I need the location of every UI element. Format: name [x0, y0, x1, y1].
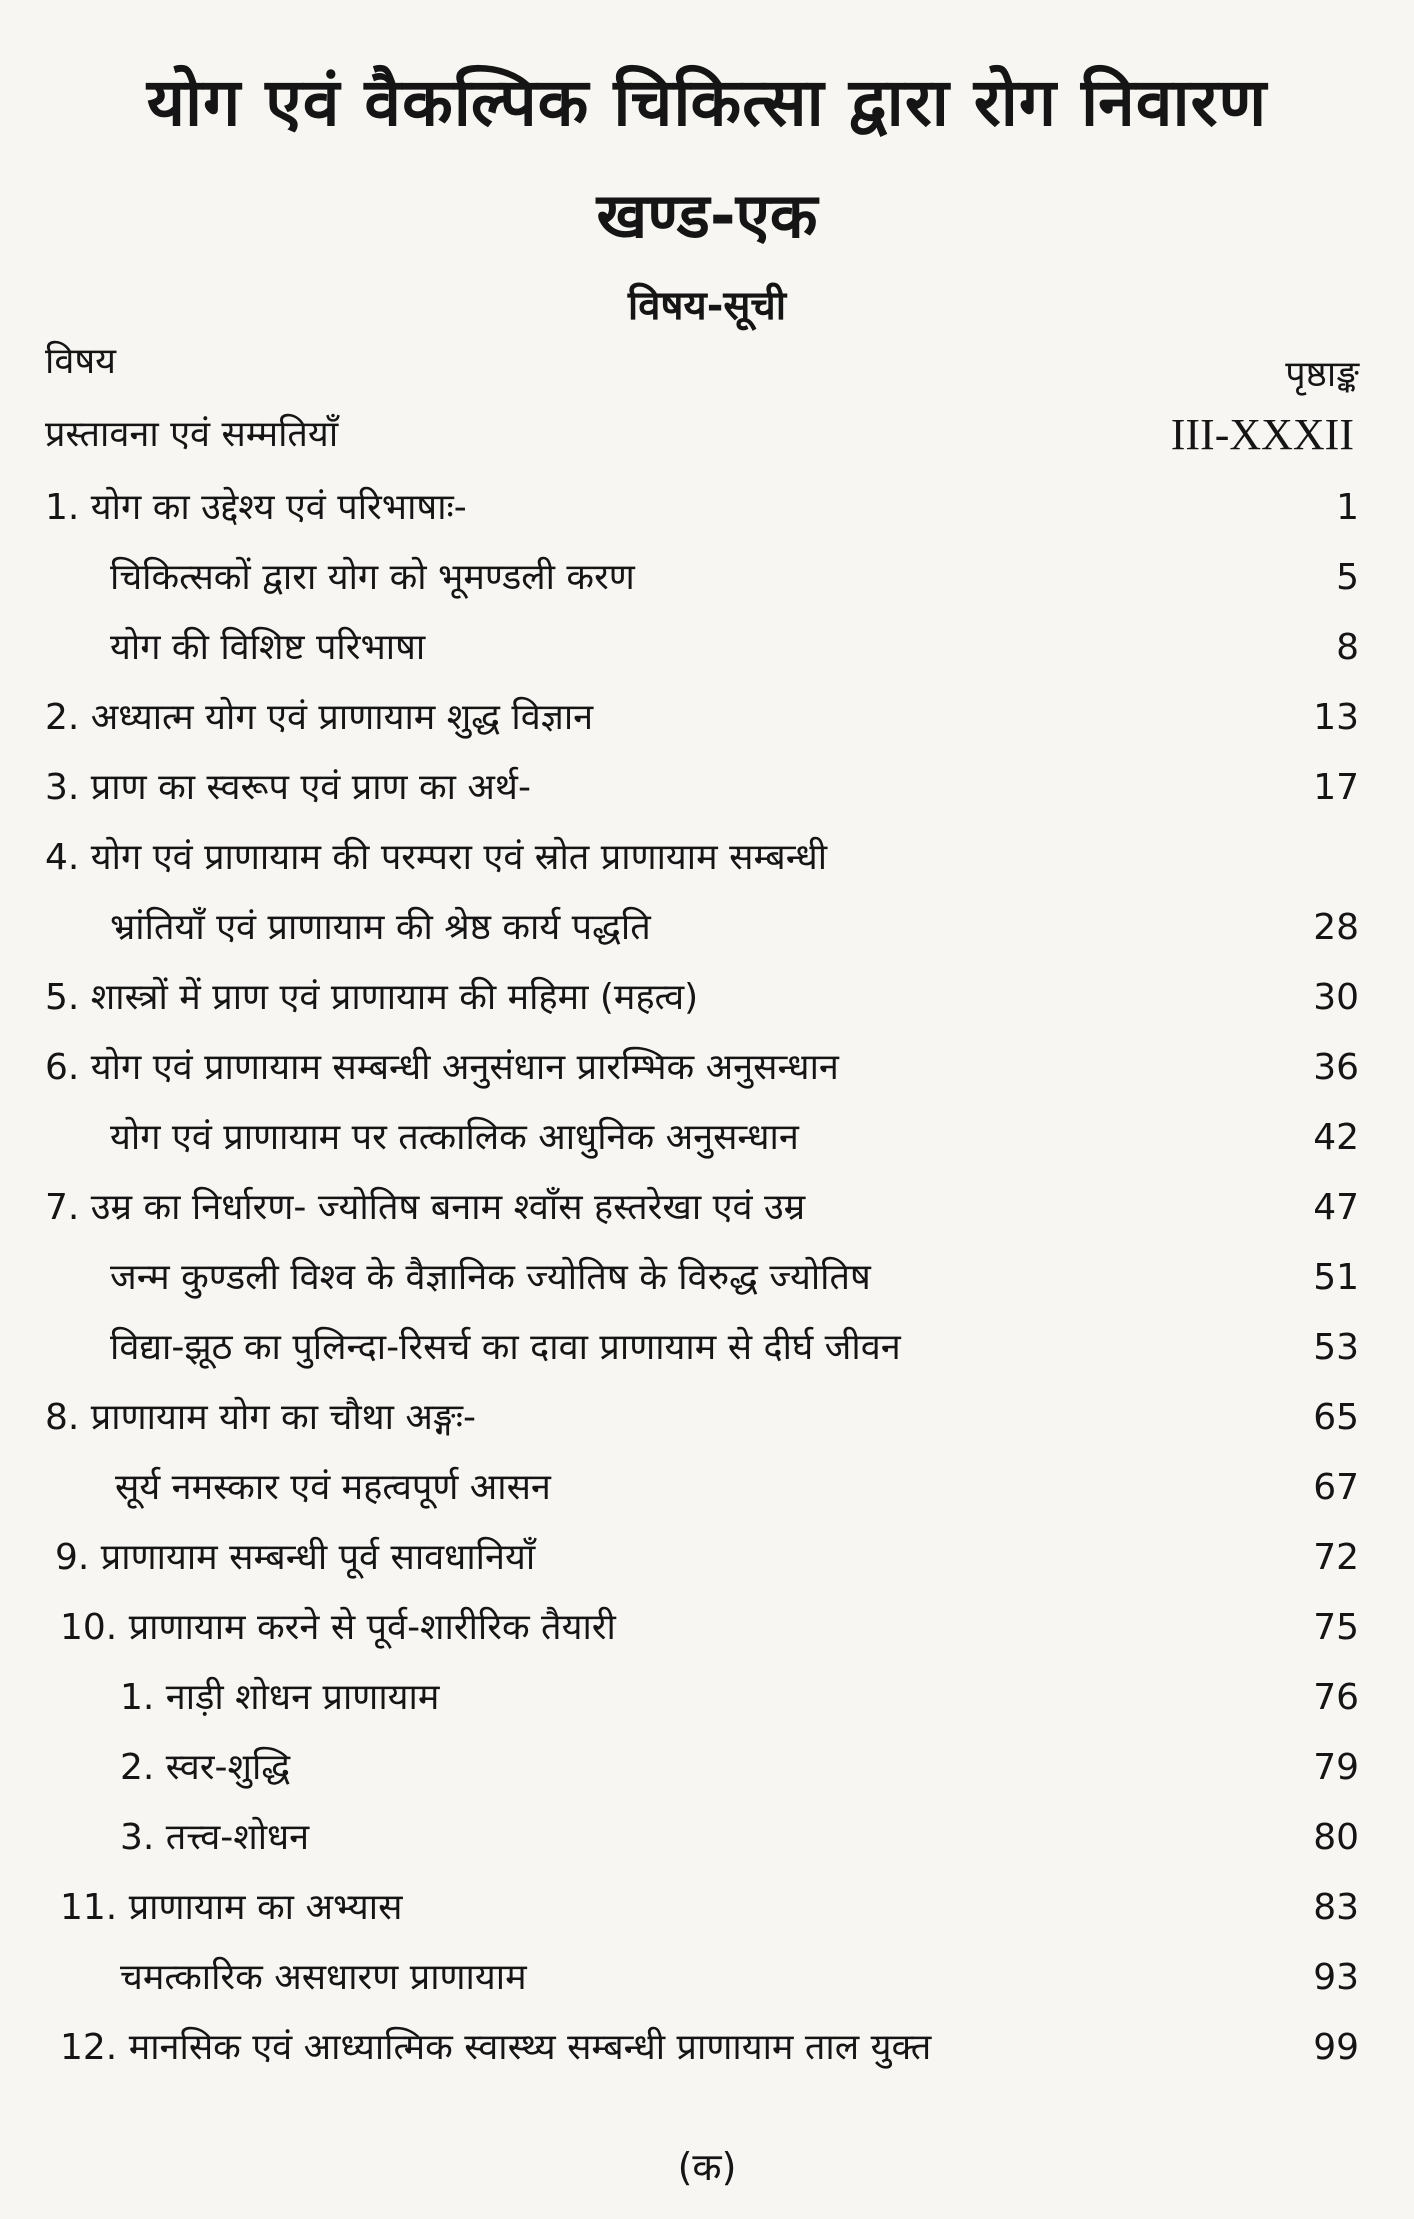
toc-entry-page: 13 [1313, 697, 1359, 738]
toc-entry-text: 8. प्राणायाम योग का चौथा अङ्गः- [45, 1397, 476, 1438]
toc-entry-page: 36 [1313, 1047, 1359, 1088]
toc-entry [0, 478, 1414, 538]
toc-heading: विषय-सूची [627, 283, 787, 329]
toc-entry [0, 898, 1414, 958]
toc-entry [0, 1948, 1414, 2008]
toc-entry-page: 99 [1313, 2027, 1359, 2068]
toc-entry-page: 76 [1313, 1677, 1359, 1718]
toc-entry [0, 1178, 1414, 1238]
toc-entry-text: 11. प्राणायाम का अभ्यास [60, 1887, 403, 1928]
toc-entry-page: 65 [1313, 1397, 1359, 1438]
toc-entry-page: 93 [1313, 1957, 1359, 1998]
toc-entry-text: चिकित्सकों द्वारा योग को भूमण्डली करण [110, 557, 635, 598]
toc-entry [0, 405, 1414, 465]
toc-entry-text: 5. शास्त्रों में प्राण एवं प्राणायाम की महिमा (महत्व) [45, 977, 699, 1018]
toc-entry-page: 8 [1336, 627, 1359, 668]
toc-entry-text: भ्रांतियाँ एवं प्राणायाम की श्रेष्ठ कार्य पद्धति [110, 907, 651, 948]
toc-entry-page: 1 [1336, 487, 1359, 528]
toc-entry-text: सूर्य नमस्कार एवं महत्वपूर्ण आसन [115, 1467, 551, 1508]
toc-entry [0, 2018, 1414, 2078]
toc-entry [0, 1738, 1414, 1798]
toc-entry-page: 75 [1313, 1607, 1359, 1648]
toc-entry-text: 1. नाड़ी शोधन प्राणायाम [120, 1677, 440, 1718]
toc-entry-text: 2. अध्यात्म योग एवं प्राणायाम शुद्ध विज्ञान [45, 697, 594, 738]
toc-entry [0, 688, 1414, 748]
page-marker: (क) [677, 2145, 737, 2189]
toc-entry-page: 17 [1313, 767, 1359, 808]
toc-entry-page: 72 [1313, 1537, 1359, 1578]
toc-entry-page: 5 [1336, 557, 1359, 598]
toc-entry [0, 1598, 1414, 1658]
toc-entry [0, 1668, 1414, 1728]
toc-entry-page: 47 [1313, 1187, 1359, 1228]
toc-entry [0, 1458, 1414, 1518]
section-title: खण्ड-एक [596, 179, 818, 252]
toc-entry-page: 53 [1313, 1327, 1359, 1368]
toc-entry-text: विद्या-झूठ का पुलिन्दा-रिसर्च का दावा प्राणायाम से दीर्घ जीवन [110, 1327, 901, 1368]
toc-entry-text: 1. योग का उद्देश्य एवं परिभाषाः- [45, 487, 467, 528]
toc-entry-text: 2. स्वर-शुद्धि [120, 1747, 291, 1788]
toc-entry [0, 968, 1414, 1028]
toc-entry-text: 9. प्राणायाम सम्बन्धी पूर्व सावधानियाँ [55, 1537, 536, 1578]
toc-entry-text: 10. प्राणायाम करने से पूर्व-शारीरिक तैयारी [60, 1607, 616, 1648]
toc-entry-text: चमत्कारिक असधारण प्राणायाम [120, 1957, 527, 1998]
toc-entry [0, 1878, 1414, 1938]
toc-entry-page: 28 [1313, 907, 1359, 948]
toc-entry [0, 1808, 1414, 1868]
toc-entry-text: 3. तत्त्व-शोधन [120, 1817, 310, 1858]
toc-entry-text: प्रस्तावना एवं सम्मतियाँ [45, 414, 339, 455]
toc-entry [0, 1038, 1414, 1098]
toc-entry-text: 3. प्राण का स्वरूप एवं प्राण का अर्थ- [45, 767, 531, 808]
toc-entry [0, 1388, 1414, 1448]
toc-entry [0, 1248, 1414, 1308]
book-title: योग एवं वैकल्पिक चिकित्सा द्वारा रोग निवारण [146, 64, 1268, 141]
toc-entry-page: 42 [1313, 1117, 1359, 1158]
column-header-subject: विषय [45, 341, 117, 382]
column-header-page: पृष्ठाङ्क [1285, 354, 1359, 395]
toc-entry [0, 758, 1414, 818]
toc-entry [0, 618, 1414, 678]
toc-entry-text: जन्म कुण्डली विश्व के वैज्ञानिक ज्योतिष के विरुद्ध ज्योतिष [110, 1257, 871, 1298]
toc-entry-text: 6. योग एवं प्राणायाम सम्बन्धी अनुसंधान प्रारम्भिक अनुसन्धान [45, 1047, 839, 1088]
toc-entry [0, 1528, 1414, 1588]
toc-entry [0, 1318, 1414, 1378]
toc-entry-text: 12. मानसिक एवं आध्यात्मिक स्वास्थ्य सम्बन्धी प्राणायाम ताल युक्त [60, 2027, 932, 2068]
toc-entry-page: 79 [1313, 1747, 1359, 1788]
toc-entry-page: 30 [1313, 977, 1359, 1018]
toc-entry [0, 1108, 1414, 1168]
toc-entry-text: 7. उम्र का निर्धारण- ज्योतिष बनाम श्वाँस हस्तरेखा एवं उम्र [45, 1187, 806, 1228]
toc-entry-text: 4. योग एवं प्राणायाम की परम्परा एवं स्रोत प्राणायाम सम्बन्धी [45, 837, 828, 878]
toc-entry [0, 828, 1414, 888]
toc-entry [0, 548, 1414, 608]
toc-entry-page: III-XXXII [1170, 410, 1354, 459]
toc-entry-page: 83 [1313, 1887, 1359, 1928]
toc-entry-page: 51 [1313, 1257, 1359, 1298]
toc-entry-page: 80 [1313, 1817, 1359, 1858]
toc-entry-text: योग एवं प्राणायाम पर तत्कालिक आधुनिक अनुसन्धान [110, 1117, 799, 1158]
toc-entry-text: योग की विशिष्ट परिभाषा [110, 627, 426, 668]
toc-entry-page: 67 [1313, 1467, 1359, 1508]
